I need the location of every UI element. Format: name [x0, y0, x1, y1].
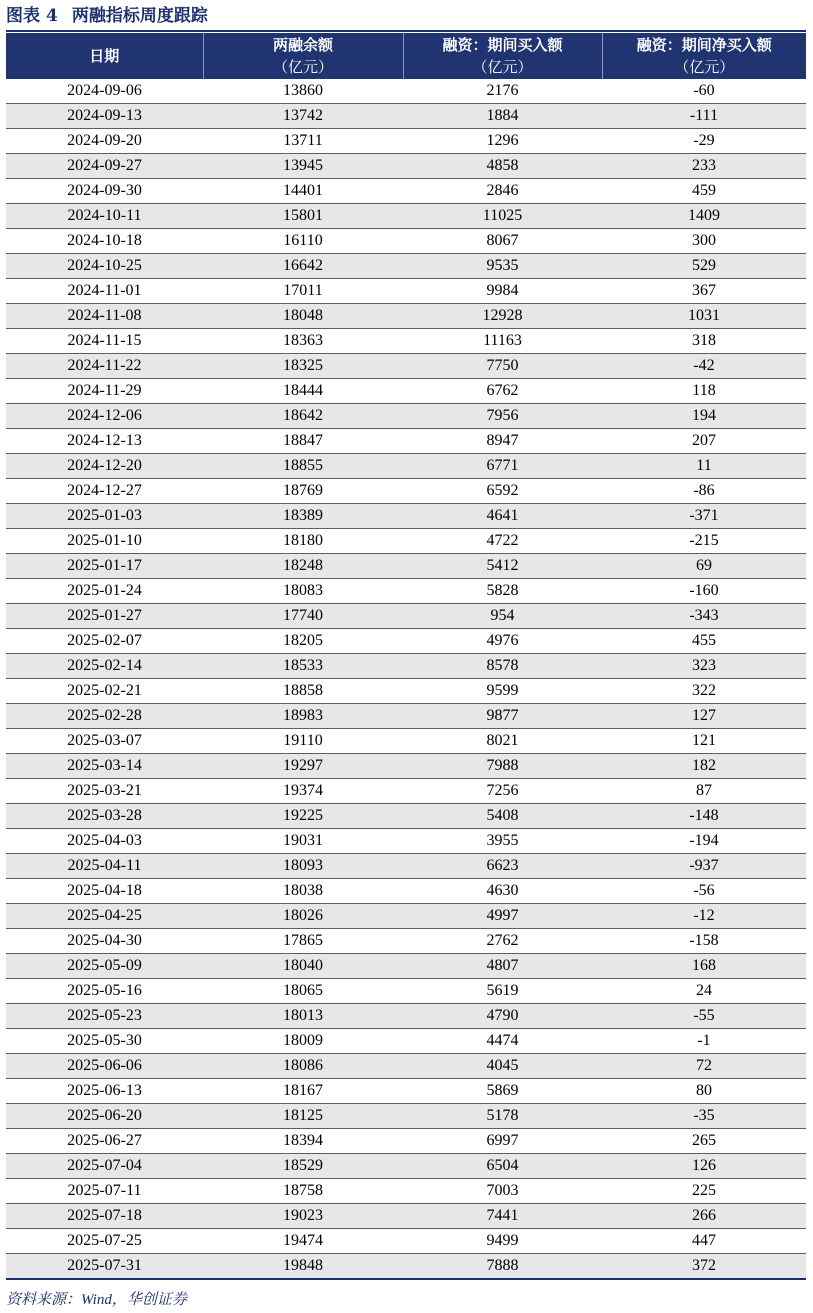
cell-date: 2025-01-24: [6, 579, 203, 604]
cell-date: 2025-04-25: [6, 904, 203, 929]
cell-margin-balance: 18125: [203, 1104, 403, 1129]
cell-financing-buy: 9535: [403, 254, 602, 279]
cell-date: 2024-12-06: [6, 404, 203, 429]
cell-date: 2024-11-08: [6, 304, 203, 329]
cell-date: 2025-04-30: [6, 929, 203, 954]
table-row: [6, 329, 806, 354]
cell-financing-net-buy: 118: [602, 379, 806, 404]
header-financing-net-buy: [602, 33, 806, 79]
cell-date: 2024-10-11: [6, 204, 203, 229]
cell-margin-balance: 18529: [203, 1154, 403, 1179]
table-row: [6, 879, 806, 904]
cell-financing-net-buy: 182: [602, 754, 806, 779]
cell-financing-net-buy: 323: [602, 654, 806, 679]
cell-date: 2024-12-13: [6, 429, 203, 454]
cell-financing-buy: 7956: [403, 404, 602, 429]
cell-financing-net-buy: 126: [602, 1154, 806, 1179]
cell-margin-balance: 18093: [203, 854, 403, 879]
cell-financing-net-buy: -111: [602, 104, 806, 129]
cell-financing-buy: 1296: [403, 129, 602, 154]
table-row: [6, 1154, 806, 1179]
cell-financing-buy: 8021: [403, 729, 602, 754]
cell-financing-net-buy: 1031: [602, 304, 806, 329]
cell-financing-buy: 5408: [403, 804, 602, 829]
cell-date: 2025-06-06: [6, 1054, 203, 1079]
cell-date: 2024-11-01: [6, 279, 203, 304]
figure-label: 图表: [6, 6, 40, 26]
cell-date: 2025-07-25: [6, 1229, 203, 1254]
cell-financing-buy: 7988: [403, 754, 602, 779]
cell-financing-buy: 4858: [403, 154, 602, 179]
cell-financing-net-buy: 87: [602, 779, 806, 804]
table-row: [6, 804, 806, 829]
cell-margin-balance: 18048: [203, 304, 403, 329]
cell-financing-net-buy: -158: [602, 929, 806, 954]
cell-margin-balance: 18847: [203, 429, 403, 454]
cell-margin-balance: 18389: [203, 504, 403, 529]
cell-financing-net-buy: 265: [602, 1129, 806, 1154]
cell-financing-net-buy: 72: [602, 1054, 806, 1079]
table-row: [6, 1104, 806, 1129]
cell-financing-net-buy: 459: [602, 179, 806, 204]
table-row: [6, 79, 806, 104]
cell-financing-net-buy: -12: [602, 904, 806, 929]
table-row: [6, 279, 806, 304]
header-financing-buy: [403, 33, 602, 79]
cell-margin-balance: 15801: [203, 204, 403, 229]
figure-title: [6, 4, 208, 28]
cell-margin-balance: 16642: [203, 254, 403, 279]
cell-margin-balance: 18533: [203, 654, 403, 679]
cell-margin-balance: 19110: [203, 729, 403, 754]
cell-financing-buy: 5619: [403, 979, 602, 1004]
table-row: [6, 1079, 806, 1104]
cell-financing-buy: 5178: [403, 1104, 602, 1129]
cell-financing-buy: 4045: [403, 1054, 602, 1079]
cell-date: 2024-10-18: [6, 229, 203, 254]
cell-date: 2024-09-27: [6, 154, 203, 179]
table-row: [6, 1054, 806, 1079]
cell-financing-buy: 4474: [403, 1029, 602, 1054]
cell-financing-buy: 954: [403, 604, 602, 629]
cell-margin-balance: 18983: [203, 704, 403, 729]
cell-margin-balance: 18444: [203, 379, 403, 404]
cell-margin-balance: 16110: [203, 229, 403, 254]
cell-date: 2025-07-04: [6, 1154, 203, 1179]
cell-financing-net-buy: -42: [602, 354, 806, 379]
cell-financing-net-buy: -215: [602, 529, 806, 554]
cell-financing-net-buy: 266: [602, 1204, 806, 1229]
cell-financing-net-buy: 300: [602, 229, 806, 254]
cell-margin-balance: 14401: [203, 179, 403, 204]
cell-financing-net-buy: -86: [602, 479, 806, 504]
cell-financing-buy: 8067: [403, 229, 602, 254]
cell-date: 2024-12-27: [6, 479, 203, 504]
table-row: [6, 129, 806, 154]
table-row: [6, 929, 806, 954]
cell-financing-net-buy: 127: [602, 704, 806, 729]
table-row: [6, 904, 806, 929]
cell-financing-net-buy: 207: [602, 429, 806, 454]
cell-date: 2024-09-20: [6, 129, 203, 154]
cell-margin-balance: 19031: [203, 829, 403, 854]
cell-financing-buy: 3955: [403, 829, 602, 854]
cell-financing-buy: 9877: [403, 704, 602, 729]
cell-date: 2025-03-21: [6, 779, 203, 804]
cell-date: 2025-05-16: [6, 979, 203, 1004]
cell-financing-net-buy: -148: [602, 804, 806, 829]
cell-financing-buy: 8578: [403, 654, 602, 679]
table-row: [6, 379, 806, 404]
table-row: [6, 954, 806, 979]
cell-financing-buy: 6762: [403, 379, 602, 404]
cell-date: 2025-01-03: [6, 504, 203, 529]
cell-financing-net-buy: 233: [602, 154, 806, 179]
cell-financing-net-buy: 447: [602, 1229, 806, 1254]
table-row: [6, 679, 806, 704]
cell-margin-balance: 18642: [203, 404, 403, 429]
table-row: [6, 354, 806, 379]
cell-financing-net-buy: 529: [602, 254, 806, 279]
cell-financing-buy: 9984: [403, 279, 602, 304]
cell-margin-balance: 18083: [203, 579, 403, 604]
table-row: [6, 1029, 806, 1054]
cell-financing-net-buy: -35: [602, 1104, 806, 1129]
cell-financing-net-buy: 194: [602, 404, 806, 429]
table-row: [6, 454, 806, 479]
cell-financing-buy: 11025: [403, 204, 602, 229]
table-row: [6, 429, 806, 454]
cell-date: 2025-03-28: [6, 804, 203, 829]
cell-date: 2025-04-18: [6, 879, 203, 904]
cell-date: 2025-05-30: [6, 1029, 203, 1054]
cell-date: 2024-11-29: [6, 379, 203, 404]
cell-margin-balance: 19848: [203, 1254, 403, 1280]
table-row: [6, 704, 806, 729]
table-row: [6, 154, 806, 179]
header-unit: （亿元）: [674, 58, 735, 76]
cell-date: 2025-06-27: [6, 1129, 203, 1154]
table-row: [6, 1204, 806, 1229]
cell-date: 2025-02-28: [6, 704, 203, 729]
cell-financing-net-buy: -55: [602, 1004, 806, 1029]
cell-margin-balance: 18394: [203, 1129, 403, 1154]
header-unit: （亿元）: [272, 58, 333, 76]
table-row: [6, 604, 806, 629]
cell-financing-buy: 4630: [403, 879, 602, 904]
cell-margin-balance: 18858: [203, 679, 403, 704]
cell-date: 2025-06-13: [6, 1079, 203, 1104]
margin-trading-table: [6, 33, 806, 1280]
cell-date: 2025-07-11: [6, 1179, 203, 1204]
cell-financing-buy: 2176: [403, 79, 602, 104]
cell-margin-balance: 18167: [203, 1079, 403, 1104]
cell-date: 2025-01-10: [6, 529, 203, 554]
cell-margin-balance: 18325: [203, 354, 403, 379]
cell-date: 2024-11-15: [6, 329, 203, 354]
table-row: [6, 979, 806, 1004]
cell-financing-buy: 6504: [403, 1154, 602, 1179]
cell-financing-buy: 6997: [403, 1129, 602, 1154]
cell-margin-balance: 19374: [203, 779, 403, 804]
cell-financing-buy: 4790: [403, 1004, 602, 1029]
cell-financing-net-buy: 168: [602, 954, 806, 979]
cell-margin-balance: 17740: [203, 604, 403, 629]
cell-margin-balance: 18363: [203, 329, 403, 354]
cell-financing-net-buy: 80: [602, 1079, 806, 1104]
figure-number: 4: [46, 6, 58, 26]
header-label: 两融余额: [272, 36, 333, 54]
cell-financing-buy: 4807: [403, 954, 602, 979]
table-row: [6, 254, 806, 279]
cell-financing-buy: 6771: [403, 454, 602, 479]
cell-financing-buy: 1884: [403, 104, 602, 129]
cell-financing-buy: 12928: [403, 304, 602, 329]
cell-margin-balance: 17865: [203, 929, 403, 954]
cell-financing-buy: 4997: [403, 904, 602, 929]
cell-margin-balance: 18013: [203, 1004, 403, 1029]
header-label: 日期: [89, 47, 120, 65]
cell-date: 2025-03-14: [6, 754, 203, 779]
cell-date: 2024-09-13: [6, 104, 203, 129]
cell-margin-balance: 18026: [203, 904, 403, 929]
table-row: [6, 1179, 806, 1204]
cell-margin-balance: 18009: [203, 1029, 403, 1054]
cell-margin-balance: 18205: [203, 629, 403, 654]
cell-margin-balance: 18769: [203, 479, 403, 504]
cell-date: 2025-06-20: [6, 1104, 203, 1129]
cell-margin-balance: 18065: [203, 979, 403, 1004]
cell-financing-buy: 4641: [403, 504, 602, 529]
cell-financing-net-buy: 367: [602, 279, 806, 304]
cell-margin-balance: 13711: [203, 129, 403, 154]
table-row: [6, 179, 806, 204]
cell-financing-net-buy: -194: [602, 829, 806, 854]
cell-financing-net-buy: -343: [602, 604, 806, 629]
table-row: [6, 479, 806, 504]
cell-date: 2024-10-25: [6, 254, 203, 279]
table-row: [6, 829, 806, 854]
cell-date: 2024-09-30: [6, 179, 203, 204]
cell-financing-net-buy: 69: [602, 554, 806, 579]
cell-financing-buy: 9599: [403, 679, 602, 704]
header-date: [6, 33, 203, 79]
cell-date: 2025-02-07: [6, 629, 203, 654]
cell-financing-net-buy: -371: [602, 504, 806, 529]
table-row: [6, 779, 806, 804]
cell-financing-buy: 2846: [403, 179, 602, 204]
cell-date: 2025-07-18: [6, 1204, 203, 1229]
table-row: [6, 754, 806, 779]
cell-date: 2025-03-07: [6, 729, 203, 754]
table-row: [6, 404, 806, 429]
cell-financing-net-buy: 121: [602, 729, 806, 754]
cell-financing-net-buy: 1409: [602, 204, 806, 229]
cell-financing-buy: 7888: [403, 1254, 602, 1280]
cell-date: 2025-02-14: [6, 654, 203, 679]
cell-financing-net-buy: -56: [602, 879, 806, 904]
cell-financing-buy: 7003: [403, 1179, 602, 1204]
cell-date: 2025-05-09: [6, 954, 203, 979]
cell-date: 2025-02-21: [6, 679, 203, 704]
cell-financing-buy: 6623: [403, 854, 602, 879]
table-header-row: [6, 33, 806, 79]
table-row: [6, 729, 806, 754]
source-note: 资料来源：Wind，华创证券: [6, 1292, 187, 1308]
cell-margin-balance: 19474: [203, 1229, 403, 1254]
cell-financing-net-buy: 11: [602, 454, 806, 479]
table-row: [6, 654, 806, 679]
cell-margin-balance: 19297: [203, 754, 403, 779]
cell-margin-balance: 18086: [203, 1054, 403, 1079]
table-row: [6, 1254, 806, 1280]
cell-financing-buy: 4976: [403, 629, 602, 654]
cell-financing-net-buy: 372: [602, 1254, 806, 1280]
cell-margin-balance: 19023: [203, 1204, 403, 1229]
cell-financing-buy: 9499: [403, 1229, 602, 1254]
cell-margin-balance: 17011: [203, 279, 403, 304]
cell-margin-balance: 18855: [203, 454, 403, 479]
cell-financing-net-buy: 318: [602, 329, 806, 354]
table-row: [6, 204, 806, 229]
cell-financing-net-buy: 225: [602, 1179, 806, 1204]
table-row: [6, 629, 806, 654]
table-row: [6, 1004, 806, 1029]
cell-financing-buy: 7256: [403, 779, 602, 804]
cell-financing-buy: 8947: [403, 429, 602, 454]
cell-date: 2025-01-27: [6, 604, 203, 629]
header-unit: （亿元）: [472, 58, 533, 76]
title-divider: [6, 30, 806, 32]
table-row: [6, 1129, 806, 1154]
header-label: 融资：期间净买入额: [636, 36, 772, 54]
cell-financing-buy: 7441: [403, 1204, 602, 1229]
cell-date: 2024-11-22: [6, 354, 203, 379]
cell-date: 2025-05-23: [6, 1004, 203, 1029]
table-row: [6, 529, 806, 554]
cell-margin-balance: 13860: [203, 79, 403, 104]
table-row: [6, 579, 806, 604]
table-row: [6, 229, 806, 254]
table-row: [6, 1229, 806, 1254]
cell-financing-net-buy: 24: [602, 979, 806, 1004]
cell-financing-buy: 11163: [403, 329, 602, 354]
figure-caption: 两融指标周度跟踪: [71, 6, 208, 26]
cell-margin-balance: 18038: [203, 879, 403, 904]
cell-financing-net-buy: -1: [602, 1029, 806, 1054]
cell-financing-buy: 4722: [403, 529, 602, 554]
cell-financing-net-buy: -937: [602, 854, 806, 879]
cell-date: 2025-01-17: [6, 554, 203, 579]
cell-financing-buy: 6592: [403, 479, 602, 504]
table-row: [6, 104, 806, 129]
table-row: [6, 504, 806, 529]
header-margin-balance: [203, 33, 403, 79]
cell-margin-balance: 18248: [203, 554, 403, 579]
table-row: [6, 854, 806, 879]
cell-financing-buy: 5412: [403, 554, 602, 579]
header-label: 融资：期间买入额: [442, 36, 563, 54]
cell-financing-buy: 5869: [403, 1079, 602, 1104]
table-row: [6, 304, 806, 329]
cell-financing-net-buy: -60: [602, 79, 806, 104]
cell-financing-net-buy: 322: [602, 679, 806, 704]
cell-margin-balance: 18040: [203, 954, 403, 979]
cell-financing-net-buy: -160: [602, 579, 806, 604]
cell-margin-balance: 13945: [203, 154, 403, 179]
cell-date: 2024-12-20: [6, 454, 203, 479]
cell-date: 2025-04-11: [6, 854, 203, 879]
table-body: [6, 79, 806, 1279]
cell-margin-balance: 19225: [203, 804, 403, 829]
table-row: [6, 554, 806, 579]
cell-financing-net-buy: 455: [602, 629, 806, 654]
cell-date: 2025-07-31: [6, 1254, 203, 1280]
cell-financing-buy: 5828: [403, 579, 602, 604]
cell-margin-balance: 13742: [203, 104, 403, 129]
cell-date: 2025-04-03: [6, 829, 203, 854]
cell-margin-balance: 18180: [203, 529, 403, 554]
cell-financing-buy: 7750: [403, 354, 602, 379]
cell-financing-net-buy: -29: [602, 129, 806, 154]
cell-margin-balance: 18758: [203, 1179, 403, 1204]
cell-financing-buy: 2762: [403, 929, 602, 954]
cell-date: 2024-09-06: [6, 79, 203, 104]
